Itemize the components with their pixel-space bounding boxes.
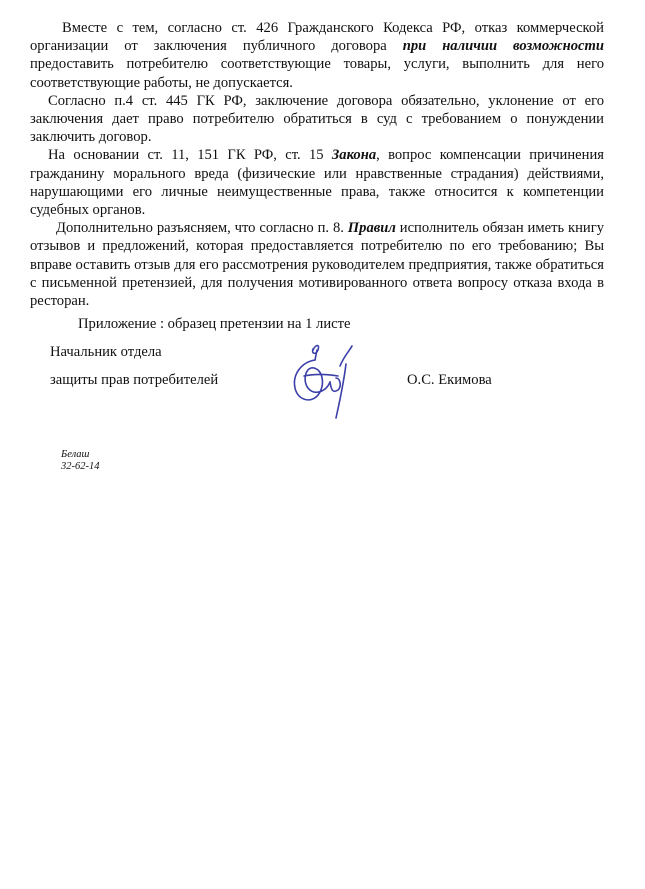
letter-body [30, 19, 604, 310]
signer-name: О.С. Екимова [407, 372, 492, 388]
executor-info [61, 449, 100, 473]
paragraph-3: На основании ст. 11, 151 ГК РФ, ст. 15 Закона, вопрос компенсации причинения гражданину морального вреда (физические или нравственные страдания) действиями, нарушающими его личные неимущественные права, также относится к компетенции судебных органов. [30, 147, 604, 219]
attachment-note: Приложение : образец претензии на 1 листе [78, 316, 351, 332]
paragraph-2: Согласно п.4 ст. 445 ГК РФ, заключение договора обязательно, уклонение от его заключения дает право потребителю обратиться в суд с требованием о понуждении заключить договор. [30, 92, 604, 146]
executor-name: Белаш [61, 449, 90, 460]
handwritten-signature [280, 336, 360, 426]
paragraph-1: Вместе с тем, согласно ст. 426 Гражданского Кодекса РФ, отказ коммерческой организации от заключения публичного договора при наличии возможности предоставить потребителю соответствующие товары, услуги, выполнить для него соответствующие работы, не допускается. [30, 20, 604, 91]
executor-phone: 32-62-14 [61, 461, 100, 472]
emphasis-text: Правил [347, 220, 396, 237]
emphasis-text: при наличии возможности [402, 38, 604, 55]
signer-position-line-2: защиты прав потребителей [50, 372, 219, 388]
paragraph-4: Дополнительно разъясняем, что согласно п. 8. Правил исполнитель обязан иметь книгу отзывов и предложений, которая предоставляется потребителю по его требованию; Вы вправе оставить отзыв для его рассмотрения руководителем предприятия, также обратиться с письменной претензией, для получения мотивированного ответа вопросу отказа входа в ресторан. [30, 220, 604, 310]
emphasis-text: Закона [331, 147, 377, 164]
signer-position-line-1: Начальник отдела [50, 344, 162, 360]
